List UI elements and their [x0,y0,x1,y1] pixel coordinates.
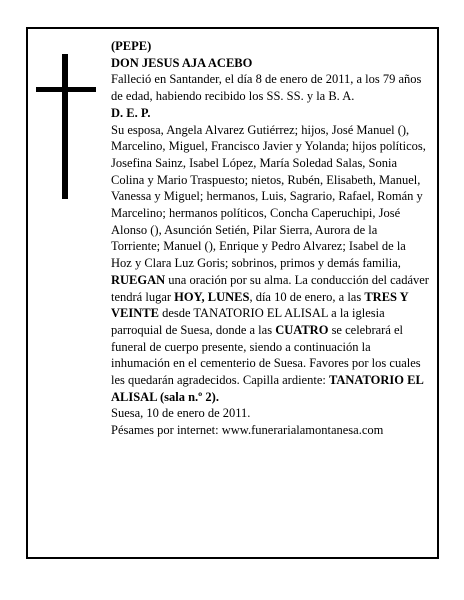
family-list: Su esposa, Angela Alvarez Gutiérrez; hijos, José Manuel (), Marcelino, Miguel, Francisco Javier y Yolanda; hijos políticos, Josefina Sainz, Isabel López, María Soledad Salas, Sonia Colina y Mario Traspuesto; nietos, Rubén, Elisabeth, Manuel, Vanessa y Miguel; hermanos, Luis, Sagrario, Rafael, Román y Marcelino; hermanos políticos, Concha Caperuchipi, José Alonso (), Asunción Setién, Pilar Sierra, Aurora de la Torriente; Manuel (), Enrique y Pedro Alvarez; Isabel de la Hoz y Clara Luz Goris; sobrinos, primos y demás familia, [111,122,426,271]
date-line: Suesa, 10 de enero de 2011. [111,406,251,421]
ruegan-text: RUEGAN [111,272,166,287]
funeral-time-text: CUATRO [275,322,329,337]
time-text: TRES Y VEINTE [111,289,409,321]
chapel-text: TANATORIO EL ALISAL (sala n.º 2). [111,373,424,404]
deceased-name: DON JESUS AJA ACEBO [111,55,253,70]
request-paragraph: RUEGAN una oración por su alma. La conducción del cadáver tendrá lugar HOY, LUNES, día 10 de enero, a las TRES Y VEINTE desde TANATORIO EL ALISAL a la iglesia parroquial de Suesa, donde a las CUATRO se celebrará el funeral de cuerpo presente, siendo a continuación la inhumación en el cementerio de Suesa. Favores por los cuales les quedarán agradecidos. Capilla ardiente: TANATORIO EL ALISAL (sala n.º 2). [111,272,429,404]
dep-line: D. E. P. [111,105,151,120]
nickname: (PEPE) [111,39,152,53]
cross-horizontal-bar [36,87,96,92]
day-text: HOY, LUNES [174,289,250,304]
condolences-web-line: Pésames por internet: www.funerarialamontanesa.com [111,423,384,438]
death-notice: Falleció en Santander, el día 8 de enero de 2011, a los 79 años de edad, habiendo recibido los SS. SS. y la B. A. [111,72,422,104]
cross-vertical-bar [62,54,68,199]
cross-icon [36,54,96,199]
obituary-text [111,38,429,439]
